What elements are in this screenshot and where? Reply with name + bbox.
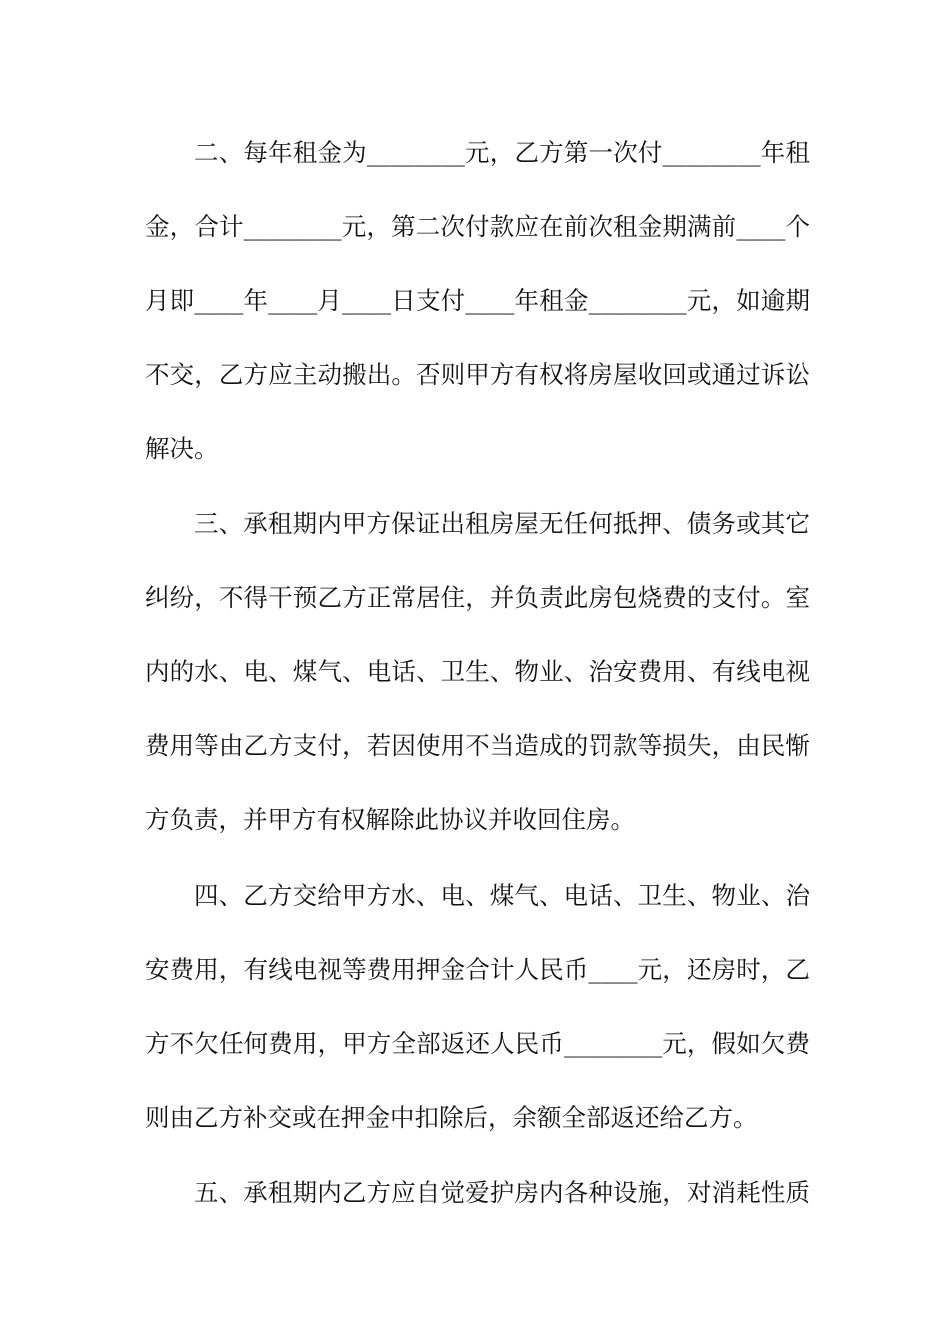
clause-2-line-2: 金，合计________元，第二次付款应在前次租金期满前____个 xyxy=(145,212,810,241)
clause-2-line-3: 月即____年____月____日支付____年租金________元，如逾期 xyxy=(145,286,810,315)
clause-4-line-4: 则由乙方补交或在押金中扣除后，余额全部返还给乙方。 xyxy=(145,1103,758,1132)
clause-5-line-1: 五、承租期内乙方应自觉爱护房内各种设施，对消耗性质 xyxy=(194,1178,810,1207)
clause-2-line-5: 解决。 xyxy=(145,434,219,463)
clause-4-line-1: 四、乙方交给甲方水、电、煤气、电话、卫生、物业、治 xyxy=(194,881,810,910)
clause-4-line-3: 方不欠任何费用，甲方全部返还人民币________元，假如欠费 xyxy=(145,1029,810,1058)
clause-3-line-4: 费用等由乙方支付，若因使用不当造成的罚款等损失，由民惭 xyxy=(145,731,810,760)
clause-2-line-1: 二、每年租金为________元，乙方第一次付________年租 xyxy=(194,138,810,167)
clause-3-line-3: 内的水、电、煤气、电话、卫生、物业、治安费用、有线电视 xyxy=(145,657,810,686)
clause-2-line-4: 不交，乙方应主动搬出。否则甲方有权将房屋收回或通过诉讼 xyxy=(145,360,810,389)
clause-3-line-2: 纠纷，不得干预乙方正常居住，并负责此房包烧费的支付。室 xyxy=(145,583,810,612)
clause-4-line-2: 安费用，有线电视等费用押金合计人民币____元，还房时，乙 xyxy=(145,955,810,984)
clause-3-line-5: 方负责，并甲方有权解除此协议并收回住房。 xyxy=(145,805,635,834)
clause-3-line-1: 三、承租期内甲方保证出租房屋无任何抵押、债务或其它 xyxy=(194,509,810,538)
